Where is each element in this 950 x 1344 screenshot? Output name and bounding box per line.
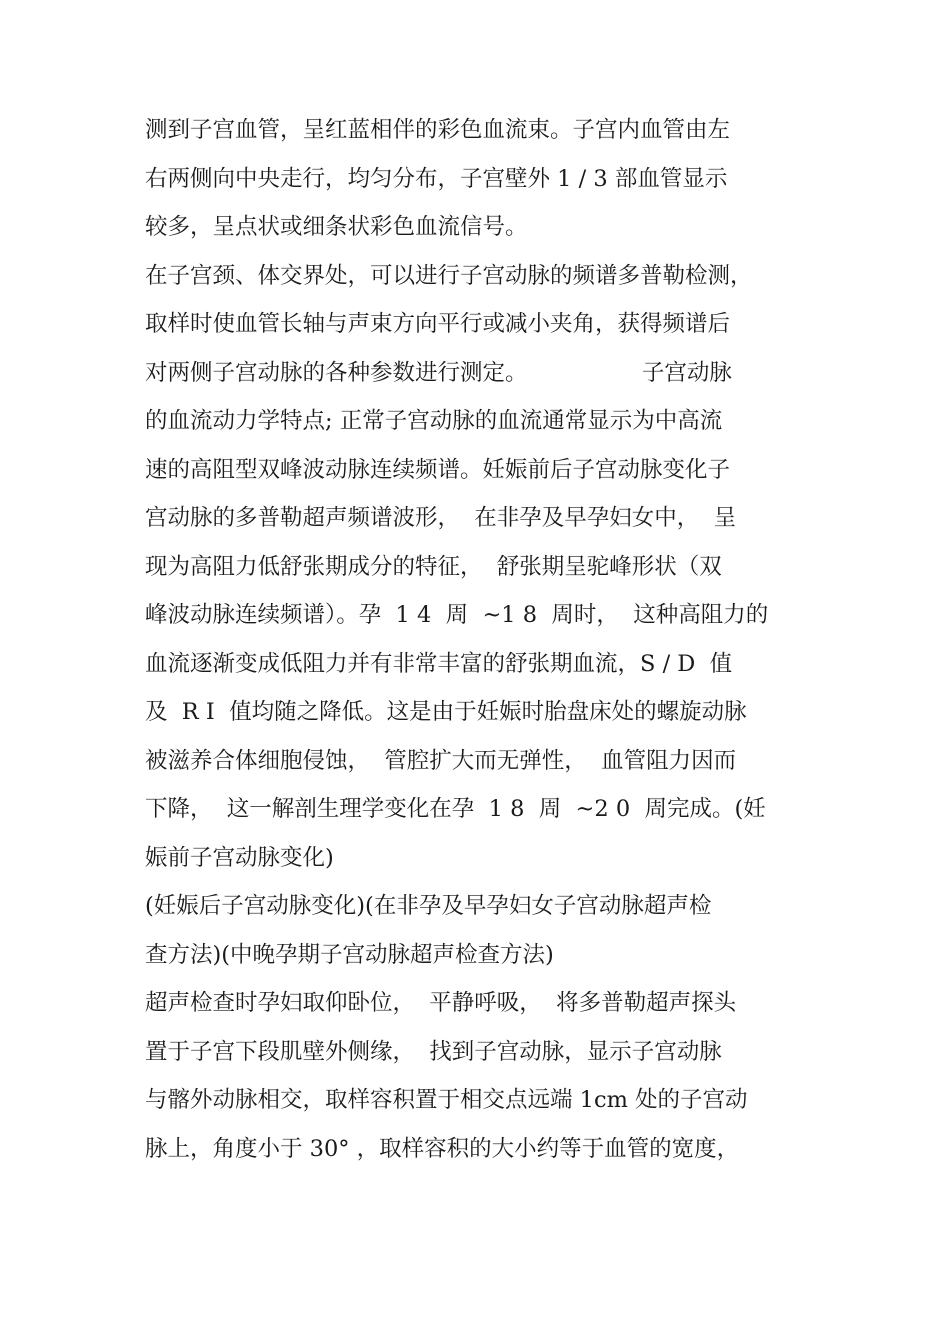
text-line-3: 较多，呈点状或细条状彩色血流信号。 bbox=[145, 214, 528, 240]
text-line-11: 峰波动脉连续频谱）。孕 1 4 周 ~1 8 周时， 这种高阻力的 bbox=[145, 602, 769, 628]
text-line-2: 右两侧向中央走行，均匀分布，子宫壁外 1 / 3 部血管显示 bbox=[145, 165, 728, 192]
text-line-19: 超声检查时孕妇取仰卧位， 平静呼吸， 将多普勒超声探头 bbox=[145, 990, 737, 1016]
text-line-13: 及 R I 值均随之降低。这是由于妊娠时胎盘床处的螺旋动脉 bbox=[145, 699, 747, 725]
text-line-6: 对两侧子宫动脉的各种参数进行测定。 子宫动脉 bbox=[145, 359, 732, 386]
text-line-4: 在子宫颈、体交界处，可以进行子宫动脉的频谱多普勒检测， bbox=[145, 262, 753, 289]
text-line-18: 查方法)(中晚孕期子宫动脉超声检查方法) bbox=[145, 941, 554, 968]
text-line-15: 下降， 这一解剖生理学变化在孕 1 8 周 ~2 0 周完成。(妊 bbox=[145, 796, 766, 822]
text-line-21: 与髂外动脉相交，取样容积置于相交点远端 1cm 处的子宫动 bbox=[145, 1087, 748, 1113]
text-line-8: 速的高阻型双峰波动脉连续频谱。妊娠前后子宫动脉变化子 bbox=[145, 456, 731, 483]
text-line-12: 血流逐渐变成低阻力并有非常丰富的舒张期血流，S / D 值 bbox=[145, 650, 733, 677]
text-line-20: 置于子宫下段肌壁外侧缘， 找到子宫动脉，显示子宫动脉 bbox=[145, 1038, 722, 1065]
text-line-10: 现为高阻力低舒张期成分的特征， 舒张期呈驼峰形状（双 bbox=[145, 553, 722, 580]
text-line-7: 的血流动力学特点; 正常子宫动脉的血流通常显示为中高流 bbox=[145, 408, 723, 434]
text-line-14: 被滋养合体细胞侵蚀， 管腔扩大而无弹性， 血管阻力因而 bbox=[145, 747, 737, 774]
text-line-5: 取样时使血管长轴与声束方向平行或减小夹角，获得频谱后 bbox=[145, 311, 731, 337]
text-line-22: 脉上，角度小于 30° ，取样容积的大小约等于血管的宽度， bbox=[145, 1135, 740, 1162]
text-line-16: 娠前子宫动脉变化) bbox=[145, 844, 334, 871]
text-line-1: 测到子宫血管，呈红蓝相伴的彩色血流束。子宫内血管由左 bbox=[145, 117, 731, 143]
text-line-9: 宫动脉的多普勒超声频谱波形， 在非孕及早孕妇女中， 呈 bbox=[145, 505, 737, 531]
document-body bbox=[145, 106, 815, 1173]
text-line-17: (妊娠后子宫动脉变化)(在非孕及早孕妇女子宫动脉超声检 bbox=[145, 893, 712, 919]
